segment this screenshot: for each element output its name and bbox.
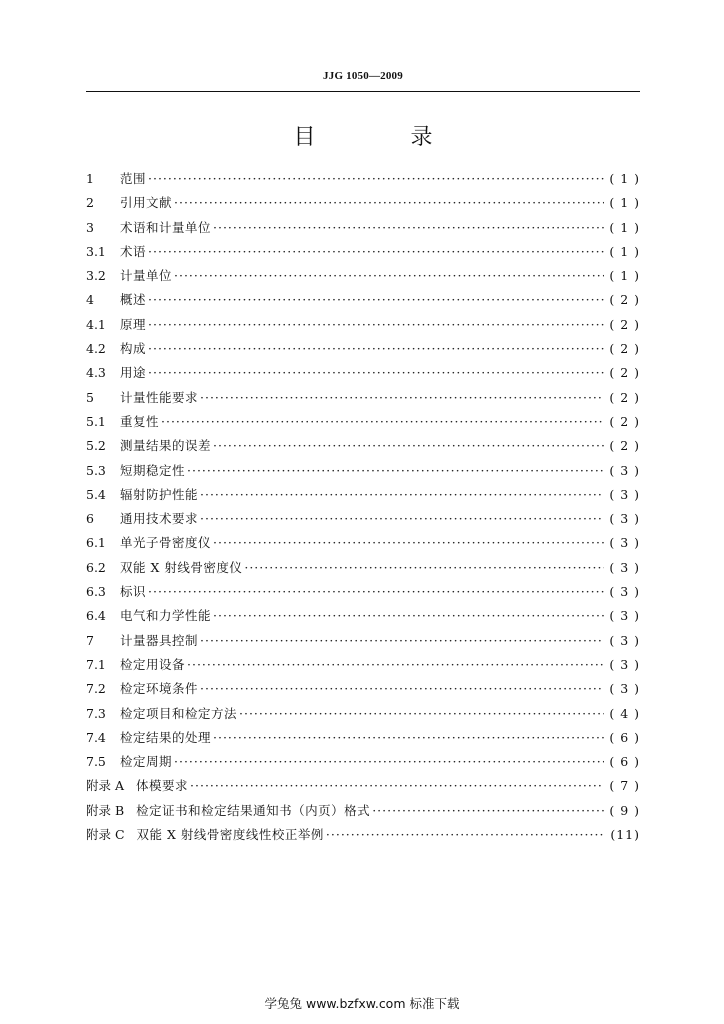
toc-entry[interactable] [86, 629, 640, 653]
toc-dot-leader [174, 191, 604, 215]
toc-entry-number: 6.1 [86, 535, 106, 551]
toc-entry-number: 附录 C [86, 827, 125, 843]
toc-dot-leader [213, 604, 604, 628]
toc-dot-leader [200, 483, 604, 507]
toc-entry-label: 检定环境条件 [120, 681, 199, 697]
toc-entry-label: 检定项目和检定方法 [120, 705, 238, 721]
toc-entry-page: ( 1 ) [609, 268, 640, 284]
toc-entry[interactable] [86, 556, 640, 580]
toc-entry-page: ( 3 ) [609, 584, 640, 600]
toc-entry-page: ( 1 ) [609, 243, 640, 259]
header-divider [86, 91, 640, 92]
toc-entry-page: ( 3 ) [609, 656, 640, 672]
toc-entry[interactable] [86, 580, 640, 604]
toc-entry-number: 6.3 [86, 584, 106, 600]
toc-entry-page: ( 2 ) [609, 438, 640, 454]
toc-dot-leader [148, 580, 604, 604]
toc-entry[interactable] [86, 604, 640, 628]
page-title: 目 录 [293, 125, 477, 150]
toc-entry-label: 术语和计量单位 [120, 219, 212, 235]
toc-entry-page: ( 3 ) [609, 632, 640, 648]
toc-entry-number: 5.1 [86, 413, 106, 429]
toc-dot-leader [200, 629, 604, 653]
toc-entry-label: 计量器具控制 [120, 632, 199, 648]
toc-entry-number: 4 [86, 292, 94, 308]
toc-entry-page: ( 3 ) [609, 486, 640, 502]
toc-entry-page: ( 3 ) [609, 559, 640, 575]
toc-dot-leader [187, 653, 604, 677]
toc-dot-leader [213, 726, 604, 750]
toc-dot-leader [187, 459, 604, 483]
toc-entry-label: 单光子骨密度仪 [120, 535, 212, 551]
toc-entry[interactable] [86, 459, 640, 483]
toc-entry-number: 2 [86, 195, 94, 211]
toc-entry-number: 4.3 [86, 365, 106, 381]
toc-entry-label: 标识 [120, 584, 147, 600]
toc-entry-page: ( 4 ) [609, 705, 640, 721]
toc-entry-number: 附录 B [86, 802, 125, 818]
toc-entry[interactable] [86, 483, 640, 507]
toc-entry-page: ( 6 ) [609, 754, 640, 770]
toc-entry[interactable] [86, 774, 640, 798]
toc-entry-number: 3.2 [86, 268, 106, 284]
toc-dot-leader [148, 240, 604, 264]
toc-entry-page: ( 1 ) [609, 219, 640, 235]
toc-entry[interactable] [86, 410, 640, 434]
toc-entry[interactable] [86, 240, 640, 264]
toc-dot-leader [161, 410, 604, 434]
toc-dot-leader [148, 167, 604, 191]
toc-entry-page: ( 3 ) [609, 535, 640, 551]
toc-entry-page: ( 1 ) [609, 195, 640, 211]
toc-entry-page: ( 3 ) [609, 681, 640, 697]
toc-entry-number: 5.3 [86, 462, 106, 478]
toc-dot-leader [174, 750, 604, 774]
toc-dot-leader [200, 677, 604, 701]
toc-entry[interactable] [86, 313, 640, 337]
toc-entry-page: ( 1 ) [609, 171, 640, 186]
toc-entry-page: ( 2 ) [609, 413, 640, 429]
toc-entry-page: ( 3 ) [609, 608, 640, 624]
toc-entry-page: ( 7 ) [609, 778, 640, 794]
toc-entry-number: 5 [86, 389, 94, 405]
toc-entry-number: 6.2 [86, 559, 106, 575]
toc-entry-number: 4.2 [86, 341, 106, 357]
toc-entry[interactable] [86, 216, 640, 240]
toc-entry-label: 检定周期 [120, 754, 173, 770]
toc-entry[interactable] [86, 726, 640, 750]
toc-entry[interactable] [86, 702, 640, 726]
toc-dot-leader [213, 434, 604, 458]
toc-entry-page: ( 2 ) [609, 389, 640, 405]
toc-entry-page: ( 9 ) [609, 802, 640, 818]
toc-entry-number: 附录 A [86, 778, 125, 794]
toc-entry-label: 构成 [120, 341, 147, 357]
toc-dot-leader [372, 799, 604, 823]
toc-entry-page: ( 2 ) [609, 292, 640, 308]
toc-entry-page: ( 2 ) [609, 316, 640, 332]
toc-entry[interactable] [86, 434, 640, 458]
toc-entry-number: 6 [86, 511, 94, 527]
toc-dot-leader [213, 216, 604, 240]
toc-dot-leader [239, 702, 604, 726]
toc-entry-number: 7.2 [86, 681, 106, 697]
toc-entry-label: 概述 [120, 292, 147, 308]
toc-entry-label: 辐射防护性能 [120, 486, 199, 502]
toc-entry-label: 测量结果的误差 [120, 438, 212, 454]
toc-entry[interactable] [86, 337, 640, 361]
toc-entry[interactable] [86, 677, 640, 701]
toc-entry-page: ( 3 ) [609, 511, 640, 527]
toc-entry-number: 5.2 [86, 438, 106, 454]
toc-entry-label: 用途 [120, 365, 147, 381]
toc-entry[interactable] [86, 288, 640, 312]
toc-entry-label: 电气和力学性能 [120, 608, 212, 624]
toc-entry-label: 通用技术要求 [120, 511, 199, 527]
toc-entry-label: 术语 [120, 243, 147, 259]
toc-entry-label: 双能 X 射线骨密度线性校正举例 [136, 827, 324, 843]
toc-entry-label: 重复性 [120, 413, 160, 429]
toc-dot-leader [244, 556, 604, 580]
toc-entry-number: 7.4 [86, 729, 106, 745]
toc-entry-number: 5.4 [86, 486, 106, 502]
toc-entry[interactable] [86, 361, 640, 385]
toc-entry-number: 3 [86, 219, 94, 235]
toc-entry[interactable] [86, 531, 640, 555]
toc-entry[interactable] [86, 264, 640, 288]
toc-dot-leader [200, 386, 604, 410]
toc-entry-label: 引用文献 [120, 195, 173, 211]
toc-entry-number: 7 [86, 632, 94, 648]
toc-dot-leader [148, 313, 604, 337]
toc-entry-label: 检定用设备 [120, 656, 186, 672]
toc-entry-page: ( 2 ) [609, 341, 640, 357]
toc-entry-label: 检定证书和检定结果通知书（内页）格式 [136, 802, 371, 818]
toc-entry-page: (11) [610, 827, 640, 843]
toc-entry-number: 4.1 [86, 316, 106, 332]
toc-entry[interactable] [86, 167, 640, 191]
toc-entry-label: 原理 [120, 316, 147, 332]
toc-entry-number: 7.3 [86, 705, 106, 721]
table-of-contents [86, 167, 640, 847]
toc-dot-leader [213, 531, 604, 555]
toc-entry-number: 7.5 [86, 754, 106, 770]
toc-dot-leader [200, 507, 604, 531]
toc-entry[interactable] [86, 799, 640, 823]
toc-entry-number: 7.1 [86, 656, 106, 672]
toc-entry[interactable] [86, 191, 640, 215]
toc-entry-label: 范围 [120, 171, 147, 186]
toc-dot-leader [190, 774, 604, 798]
toc-entry-page: ( 2 ) [609, 365, 640, 381]
toc-entry[interactable] [86, 750, 640, 774]
toc-entry[interactable] [86, 507, 640, 531]
toc-entry-label: 体模要求 [136, 778, 189, 794]
toc-dot-leader [148, 361, 604, 385]
toc-dot-leader [148, 288, 604, 312]
footer-watermark: 学兔兔 www.bzfxw.com 标准下载 [264, 996, 460, 1011]
toc-entry-label: 计量单位 [120, 268, 173, 284]
toc-entry-label: 双能 X 射线骨密度仪 [120, 559, 243, 575]
toc-entry-label: 短期稳定性 [120, 462, 186, 478]
toc-dot-leader [174, 264, 604, 288]
toc-entry[interactable] [86, 823, 640, 847]
toc-entry[interactable] [86, 653, 640, 677]
toc-entry-number: 3.1 [86, 243, 106, 259]
toc-entry[interactable] [86, 386, 640, 410]
toc-dot-leader [148, 337, 604, 361]
toc-dot-leader [326, 823, 604, 847]
toc-entry-label: 检定结果的处理 [120, 729, 212, 745]
toc-entry-page: ( 3 ) [609, 462, 640, 478]
toc-entry-number: 6.4 [86, 608, 106, 624]
toc-entry-label: 计量性能要求 [120, 389, 199, 405]
toc-entry-number: 1 [86, 171, 94, 186]
toc-entry-page: ( 6 ) [609, 729, 640, 745]
standard-code-header: JJG 1050—2009 [323, 70, 403, 82]
